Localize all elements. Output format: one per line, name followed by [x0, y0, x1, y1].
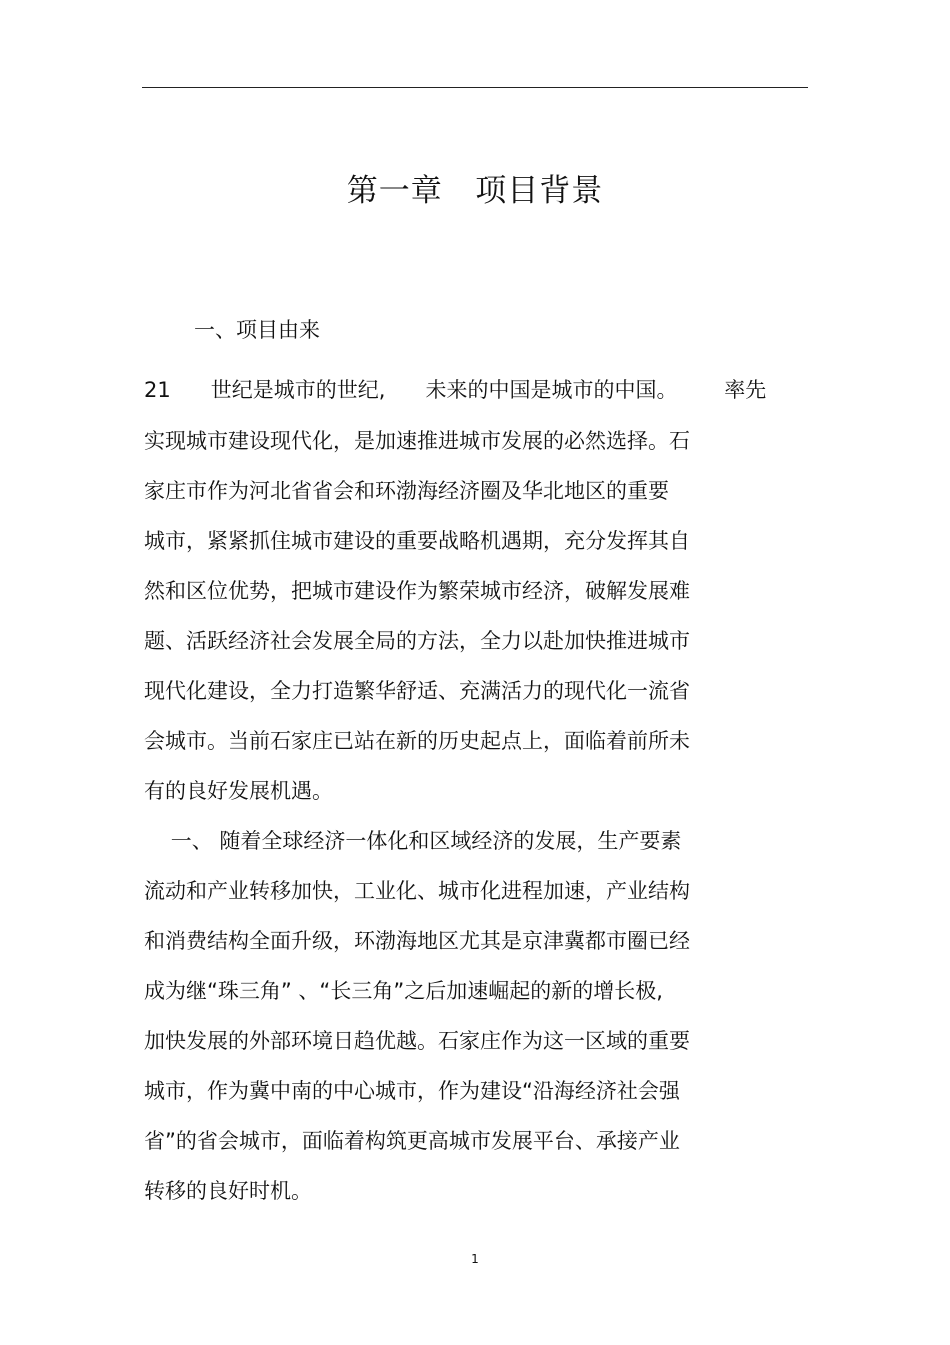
text-line: 题、活跃经济社会发展全局的方法，全力以赴加快推进城市 [144, 629, 690, 653]
text-line: 加快发展的外部环境日趋优越。石家庄作为这一区域的重要 [144, 1029, 690, 1053]
chapter-title: 第一章 项目背景 [346, 173, 604, 209]
text-line: 城市，作为冀中南的中心城市，作为建设“沿海经济社会强 [144, 1079, 680, 1103]
text-line: 有的良好发展机遇。 [144, 779, 333, 803]
page-number: 1 [471, 1252, 479, 1266]
text-line: 然和区位优势，把城市建设作为繁荣城市经济，破解发展难 [144, 579, 690, 603]
text-line: 城市，紧紧抓住城市建设的重要战略机遇期，充分发挥其自 [144, 529, 690, 553]
section-heading: 一、项目由来 [194, 318, 320, 342]
header-rule [142, 87, 808, 88]
text-line: 流动和产业转移加快，工业化、城市化进程加速，产业结构 [144, 879, 690, 903]
text-line: 实现城市建设现代化，是加速推进城市发展的必然选择。石 [144, 429, 690, 453]
text-line: 21 世纪是城市的世纪, 未来的中国是城市的中国。 率先 [144, 378, 767, 402]
text-line: 省”的省会城市，面临着构筑更高城市发展平台、承接产业 [144, 1129, 680, 1153]
text-line: 成为继“珠三角” 、“长三角”之后加速崛起的新的增长极, [144, 979, 663, 1003]
text-line: 和消费结构全面升级，环渤海地区尤其是京津冀都市圈已经 [144, 929, 690, 953]
text-line: 一、 随着全球经济一体化和区域经济的发展，生产要素 [144, 829, 682, 853]
text-line: 会城市。当前石家庄已站在新的历史起点上，面临着前所未 [144, 729, 690, 753]
text-line: 现代化建设，全力打造繁华舒适、充满活力的现代化一流省 [144, 679, 690, 703]
text-line: 家庄市作为河北省省会和环渤海经济圈及华北地区的重要 [144, 479, 669, 503]
text-line: 转移的良好时机。 [144, 1179, 312, 1203]
